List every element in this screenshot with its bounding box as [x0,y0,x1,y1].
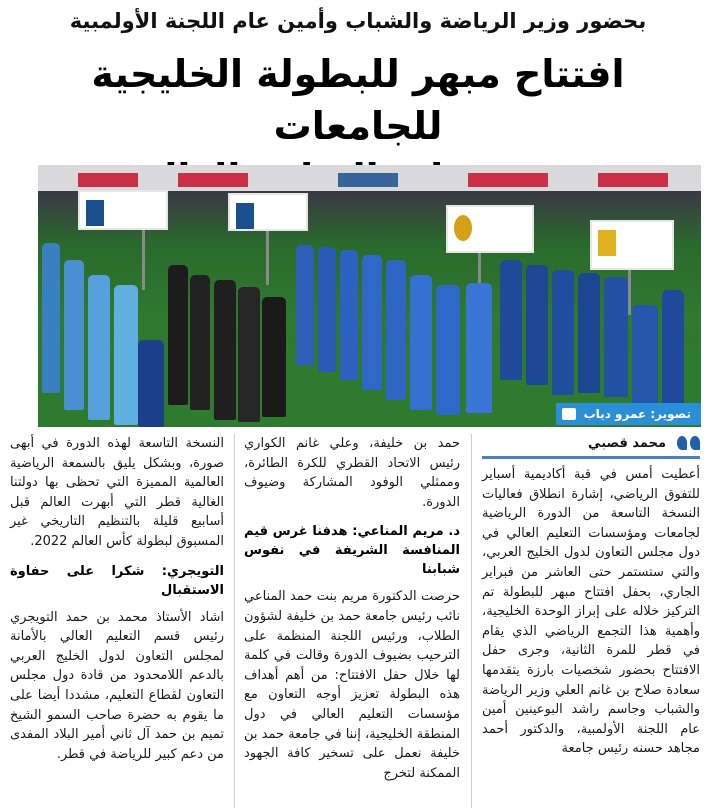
athlete [138,340,164,427]
body-paragraph: النسخة التاسعة لهذه الدورة في أبهى صورة، وبشكل يليق بالسمعة الرياضية العالمية المميزة التي تحظى بها دولتنا الغالية قطر التي أبهرت العالم قبل أسابيع قليلة بالتنظيم التاريخي غير المسبوق لبطولة كأس العالم 2022. [10,436,224,549]
author-byline [482,434,700,454]
athlete [168,265,188,405]
article-photo [38,165,701,427]
athlete [238,287,260,422]
university-logo-icon [236,203,254,229]
sign-pole [142,220,145,290]
section-subheading: د. مريم المناعي: هدفنا غرس قيم المنافسة الشريفة في نفوس شبابنا [244,524,460,578]
university-sign [78,190,168,230]
athlete [214,280,236,420]
athlete [262,297,286,417]
university-logo-icon [454,215,472,241]
ad-board [178,173,248,187]
athlete [318,247,336,372]
column-divider [234,434,235,808]
camera-icon [562,408,576,420]
column-divider [471,434,472,808]
author-name: محمد قصبي [588,436,666,452]
university-sign [228,193,308,231]
athlete [64,260,84,410]
athlete [436,285,460,415]
ad-board [338,173,398,187]
article-column-2 [244,434,460,783]
byline-rule [482,456,700,459]
university-logo-icon [598,230,616,256]
ad-board [598,173,668,187]
athlete [386,260,406,400]
photo-credit [556,403,701,425]
university-sign [590,220,674,270]
athlete [190,275,210,410]
headline-line-1: افتتاح مبهر للبطولة الخليجية للجامعات [91,52,625,148]
athlete [340,250,358,380]
athlete [632,305,658,415]
athlete [466,283,492,413]
athlete [578,273,600,393]
university-sign [446,205,534,253]
athlete [526,265,548,385]
quote-icon [674,434,700,454]
body-paragraph: أعطيت أمس في قبة أكاديمية أسباير للتفوق الرياضي، إشارة انطلاق فعاليات النسخة التاسعة من الدورة الرياضية لجامعات ومؤسسات التعليم العالي في دول مجلس التعاون لدول الخليج العربي، والتي ستستمر حتى العاشر من فبراير الجاري، بحفل افتتاح مبهر للبطولة تم التركيز خلاله على إبراز الوحدة الخليجية، وأهمية هذا التجمع الرياضي الذي يقام في قطر للمرة الثانية، وجرى حفل الافتتاح بحضور شخصيات بارزة يتقدمها سعادة صلاح بن غانم العلي وزير الرياضة والشباب وجاسم راشد البوعينين أمين عام اللجنة الأولمبية، والدكتور أحمد مجاهد حسنه رئيس جامعة [482,467,700,757]
ad-board [468,173,548,187]
athlete [410,275,432,410]
body-paragraph: حمد بن خليفة، وعلي غانم الكواري رئيس الاتحاد القطري للكرة الطائرة، وممثلي الوفود المشاركة وضيوف الدورة. [244,436,460,510]
article-kicker: بحضور وزير الرياضة والشباب وأمين عام اللجنة الأولمبية [69,9,647,33]
athlete [88,275,110,420]
body-paragraph: اشاد الأستاذ محمد بن حمد التويجري رئيس قسم التعليم العالي بالأمانة لمجلس التعاون لدول الخليج العربي بالدعم اللامحدود من قادة دول مجلس التعاون لقطاع التعليم، مشددا أيضا على ما يقوم به حضرة صاحب السمو الشيخ تميم بن حمد آل ثاني أمير البلاد المفدى من دعم كبير للرياضة في قطر. [10,609,224,762]
athlete [552,270,574,395]
athlete [42,243,60,393]
sign-pole [266,225,269,285]
athlete [296,245,314,365]
athlete [604,277,628,397]
article-column-3 [10,434,224,764]
section-subheading: التويجري: شكرا على حفاوة الاستقبال [10,563,224,598]
university-logo-icon [86,200,104,226]
athlete [114,285,138,425]
athlete [500,260,522,380]
article-column-1 [482,434,700,759]
athlete [362,255,382,390]
body-paragraph: حرصت الدكتورة مريم بنت حمد المناعي نائب رئيس جامعة حمد بن خليفة لشؤون الطلاب، ورئيس اللجنة المنظمة على الترحيب بضيوف الدورة وقالت في كلمة لها خلال حفل الافتتاح: من أهم أهداف هذه البطولة تعزيز أوجه التعاون مع مؤسسات التعليم العالي في دول المنطقة الخليجية، إننا في جامعة حمد بن خليفة نعمل على تسخير كافة الجهود الممكنة لتخرج [244,589,460,781]
ad-board [78,173,138,187]
athlete [662,290,684,410]
photo-credit-text: تصوير: عمرو دياب [583,407,691,421]
